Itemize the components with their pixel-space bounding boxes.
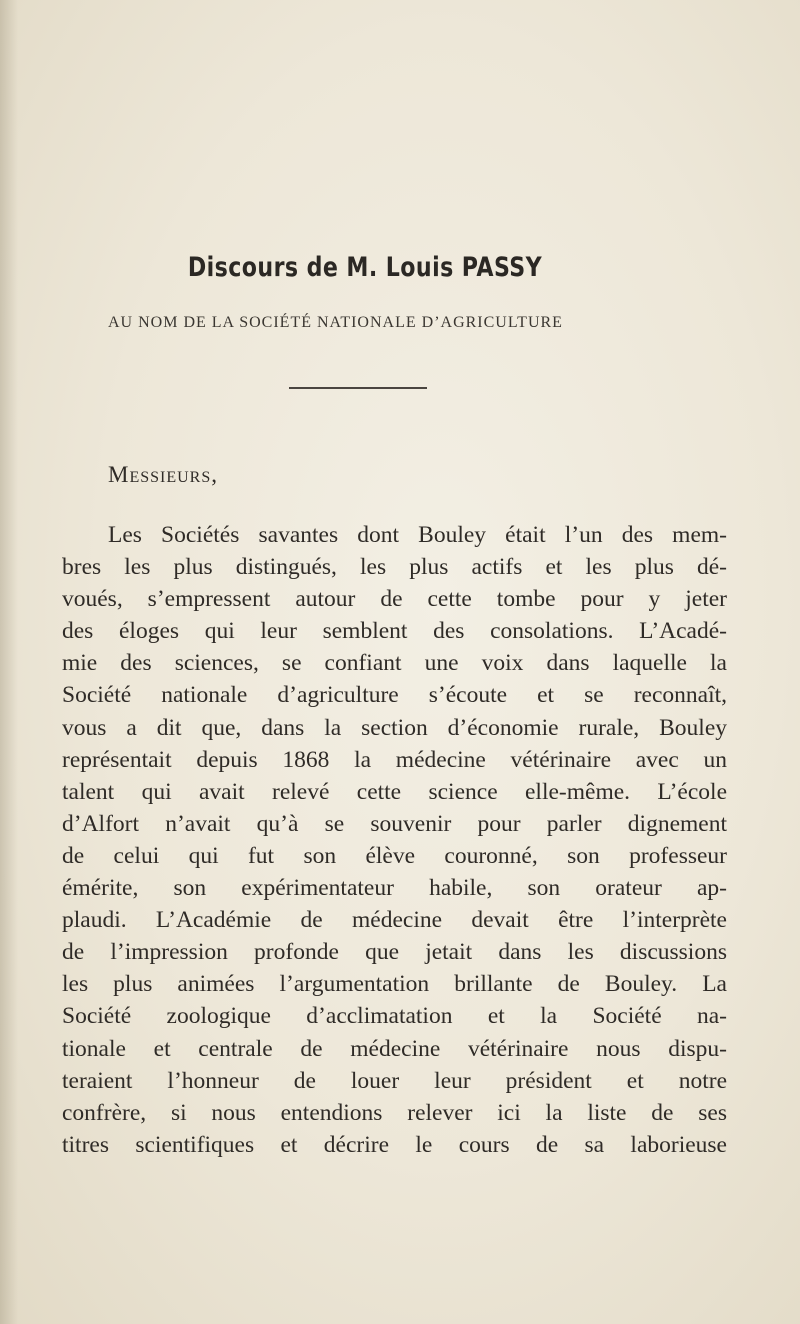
paragraph-line: des éloges qui leur semblent des consolations. L’Acadé- <box>62 618 727 645</box>
paragraph-line: confrère, si nous entendions relever ici la liste de ses <box>62 1099 727 1126</box>
page-title: Discours de M. Louis PASSY <box>187 252 543 283</box>
title-divider <box>289 387 427 389</box>
paragraph-line: titres scientifiques et décrire le cours de sa laborieuse <box>62 1131 727 1158</box>
paragraph-line: teraient l’honneur de louer leur président et notre <box>62 1067 727 1094</box>
paragraph-line: d’Alfort n’avait qu’à se souvenir pour parler dignement <box>62 810 727 837</box>
paragraph-line: de celui qui fut son élève couronné, son professeur <box>62 842 727 869</box>
paragraph-line: Société zoologique d’acclimatation et la Société na- <box>62 1003 727 1030</box>
paragraph-line: mie des sciences, se confiant une voix dans laquelle la <box>62 650 727 677</box>
paragraph-line: Société nationale d’agriculture s’écoute et se reconnaît, <box>62 682 727 709</box>
paragraph-line: Les Sociétés savantes dont Bouley était l’un des mem- <box>108 522 727 548</box>
paragraph-line: bres les plus distingués, les plus actifs et les plus dé- <box>62 554 727 581</box>
paragraph-line: voués, s’empressent autour de cette tombe pour y jeter <box>62 586 727 613</box>
paragraph-line: de l’impression profonde que jetait dans les discussions <box>62 939 727 966</box>
page-subtitle: AU NOM DE LA SOCIÉTÉ NATIONALE D’AGRICULTURE <box>108 314 563 331</box>
paragraph-line: tionale et centrale de médecine vétérinaire nous dispu- <box>62 1035 727 1062</box>
paragraph-line: les plus animées l’argumentation brillante de Bouley. La <box>62 971 727 998</box>
paragraph-line: émérite, son expérimentateur habile, son orateur ap- <box>62 875 727 902</box>
page-gutter-shadow <box>0 0 18 1324</box>
speech-paragraph <box>62 519 727 1161</box>
paragraph-line: talent qui avait relevé cette science elle-même. L’école <box>62 778 727 805</box>
paragraph-line: représentait depuis 1868 la médecine vétérinaire avec un <box>62 746 727 773</box>
salutation: Messieurs, <box>108 462 218 487</box>
paragraph-line: plaudi. L’Académie de médecine devait être l’interprète <box>62 907 727 934</box>
paragraph-line: vous a dit que, dans la section d’économie rurale, Bouley <box>62 714 727 741</box>
